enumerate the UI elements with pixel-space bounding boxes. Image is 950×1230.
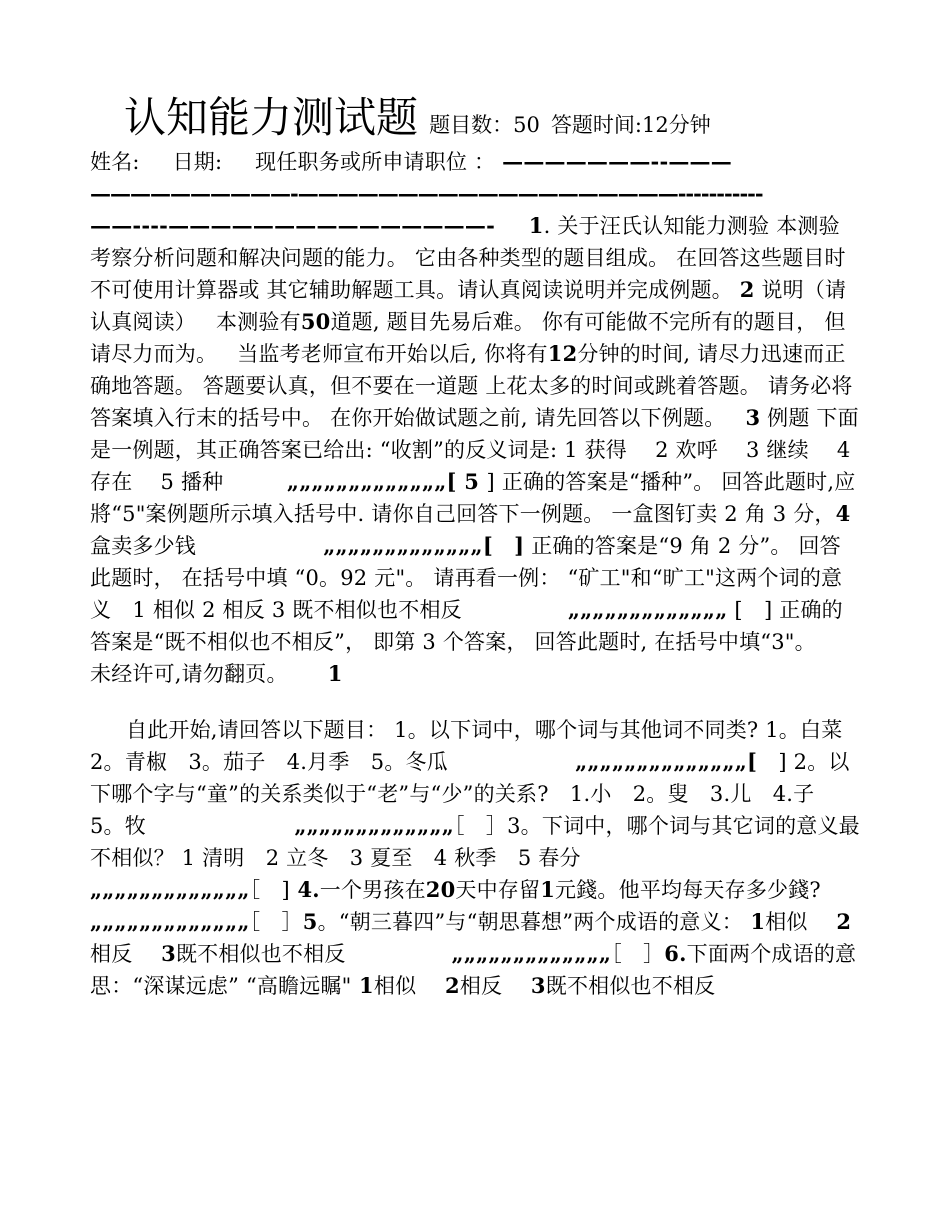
question-5-dots: „„„„„„„„„„„„„ [451,941,612,966]
rule-line-2: ——————————-———————————————————----------- [90,181,763,206]
question-2-options: 1.小 2。叟 3.儿 4.子 5。牧 [90,782,836,838]
question-4-number: 4. [289,877,320,902]
question-6-opt-2: 2 [437,973,460,998]
section-1-number: 1 [528,213,544,238]
question-5-opt-1: 1 [742,909,766,934]
title-line [90,90,860,146]
question-5-opt-2-text: 相反 [90,942,154,966]
question-1-dots: „„„„„„„„„„„„„„[ [575,749,758,774]
example-3-bracket: [ ] [727,598,780,622]
example-3-explanation: 正确的答案是“既不相似也不相反”， 即第 3 个答案， 回答此题时, 在括号中填“3"。 未经许可,请勿翻页。 [90,598,848,686]
example-2-dots: „„„„„„„„„„„„„[ ] [323,533,525,558]
question-4-dots: „„„„„„„„„„„„„ [90,909,250,934]
form-line [90,146,860,178]
question-1-bracket: ] [757,750,794,774]
question-5-opt-2: 2 [828,909,852,934]
question-2-bracket: ［ ］ [454,814,508,838]
example-2-num-4: 4 [835,501,851,526]
position-label: 现任职务或所申请职位 ： [255,150,496,174]
section-2-text-d: 分钟的时间, 请尽力迅速而正确地答题。 答题要认真，但不要在一道题 上花太多的时间或跳着答题。 请务必将答案填入行末的括号中。 在你开始做试题之前, 请先回答以下例题。 [90,342,853,430]
date-label: 日期: [172,150,223,174]
page-title: 认知能力测试题 [124,93,419,142]
example-3-dots: „„„„„„„„„„„„„ [567,597,728,622]
section-2-title: 说明（请认真阅读） [90,278,847,334]
question-4-num-20: 20 [425,877,456,902]
example-2-explanation: 正确的答案是“9 角 2 分”。 回答此题时， 在括号中填 “0。92 元"。 请再看一例： “矿工"和“旷工"这两个词的意义 1 相似 2 相反 3 既不相似也不相反 [90,534,843,622]
section-2-text-a: 本测验有 [216,310,301,334]
question-4-text-b: 天中存留 [455,878,541,902]
name-label: 姓名: [90,150,140,174]
section-2-text-c: 当监考老师宣布开始以后, 你将有 [237,342,548,366]
rule-line-1: ———————--——— [502,149,732,174]
question-5-opt-3-text: 既不相似也不相反 [175,942,452,966]
questions-section [90,714,885,1002]
question-5-opt-1-text: 相似 [765,910,829,934]
question-6-opt-1-text: 相似 [373,974,438,998]
questions-lead: 自此开始,请回答以下题目： [126,718,388,742]
time-limit: 答题时间:12分钟 [550,113,711,137]
example-1-dots: „„„„„„„„„„„„„[ [286,469,457,494]
document-page [90,90,885,1002]
question-6-number: 6. [664,941,687,966]
section-2-num-50: 50 [300,309,331,334]
example-2-question: 盒卖多少钱 [90,534,324,558]
question-5-number: 5 [302,909,318,934]
question-5-text: 。“朝三暮四”与“朝思暮想”两个成语的意义： [317,910,743,934]
question-3: 3。下词中，哪个词与其它词的意义最不相似？ 1 清明 2 立冬 3 夏至 4 秋季 5 春分 [90,814,860,870]
question-6-opt-3: 3 [523,973,546,998]
question-2-dots: „„„„„„„„„„„„„ [294,813,455,838]
section-3-text: 例题 下面是一例题，其正确答案已给出: “收割”的反义词是: 1 获得 2 欢呼 3 继续 4 存在 5 播种 [90,406,859,494]
intro-section [90,146,860,690]
example-1-close: ] [486,470,495,494]
question-4-bracket: ［ ］ [249,910,303,934]
section-2-num-12: 12 [547,341,578,366]
example-1-explanation: 正确的答案是“播种”。 回答此题时,应將“5"案例题所示填入括号中. 请你自己回答下一例题。 一盒图钉卖 2 角 3 分， [90,470,856,526]
question-4-text-a: 一个男孩在 [319,878,426,902]
rule-line-3: ——----———————————————- [90,213,495,238]
question-4-num-1: 1 [540,877,556,902]
example-1-answer: 5 [456,469,487,494]
question-1: 1。以下词中，哪个词与其他词不同类? 1。白菜 2。青椒 3。茄子 4.月季 5。冬瓜 [90,718,864,774]
section-1-text: . 关于汪氏认知能力测验 本测验考察分析问题和解决问题的能力。 它由各种类型的题目组成。 在回答这些题目时不可使用计算器或 其它辅助解题工具。请认真阅读说明并完成例题。 [90,214,846,302]
question-3-bracket: ［ ] [249,878,290,902]
question-2: 2。以下哪个字与“童”的关系类似于“老”与“少”的关系? [90,750,850,806]
question-4-text-c: 元錢。他平均每天存多少錢? [555,878,885,902]
question-5-bracket: ［ ］ [611,942,665,966]
page-number: 1 [327,661,343,686]
question-3-dots: „„„„„„„„„„„„„ [90,877,250,902]
question-6-opt-1: 1 [351,973,374,998]
section-3-number: 3 [745,405,761,430]
section-2-text-b: 道题, 题目先易后难。 你有可能做不完所有的题目， 但请尽力而为。 [90,310,846,366]
question-count: 题目数：50 [429,113,540,137]
question-6-text: 下面两个成语的意思：“深谋远虑” “高瞻远瞩" [90,942,857,998]
question-6-opt-3-text: 既不相似也不相反 [545,974,716,998]
question-6-opt-2-text: 相反 [459,974,524,998]
section-2-number: 2 [739,277,755,302]
question-5-opt-3: 3 [153,941,176,966]
